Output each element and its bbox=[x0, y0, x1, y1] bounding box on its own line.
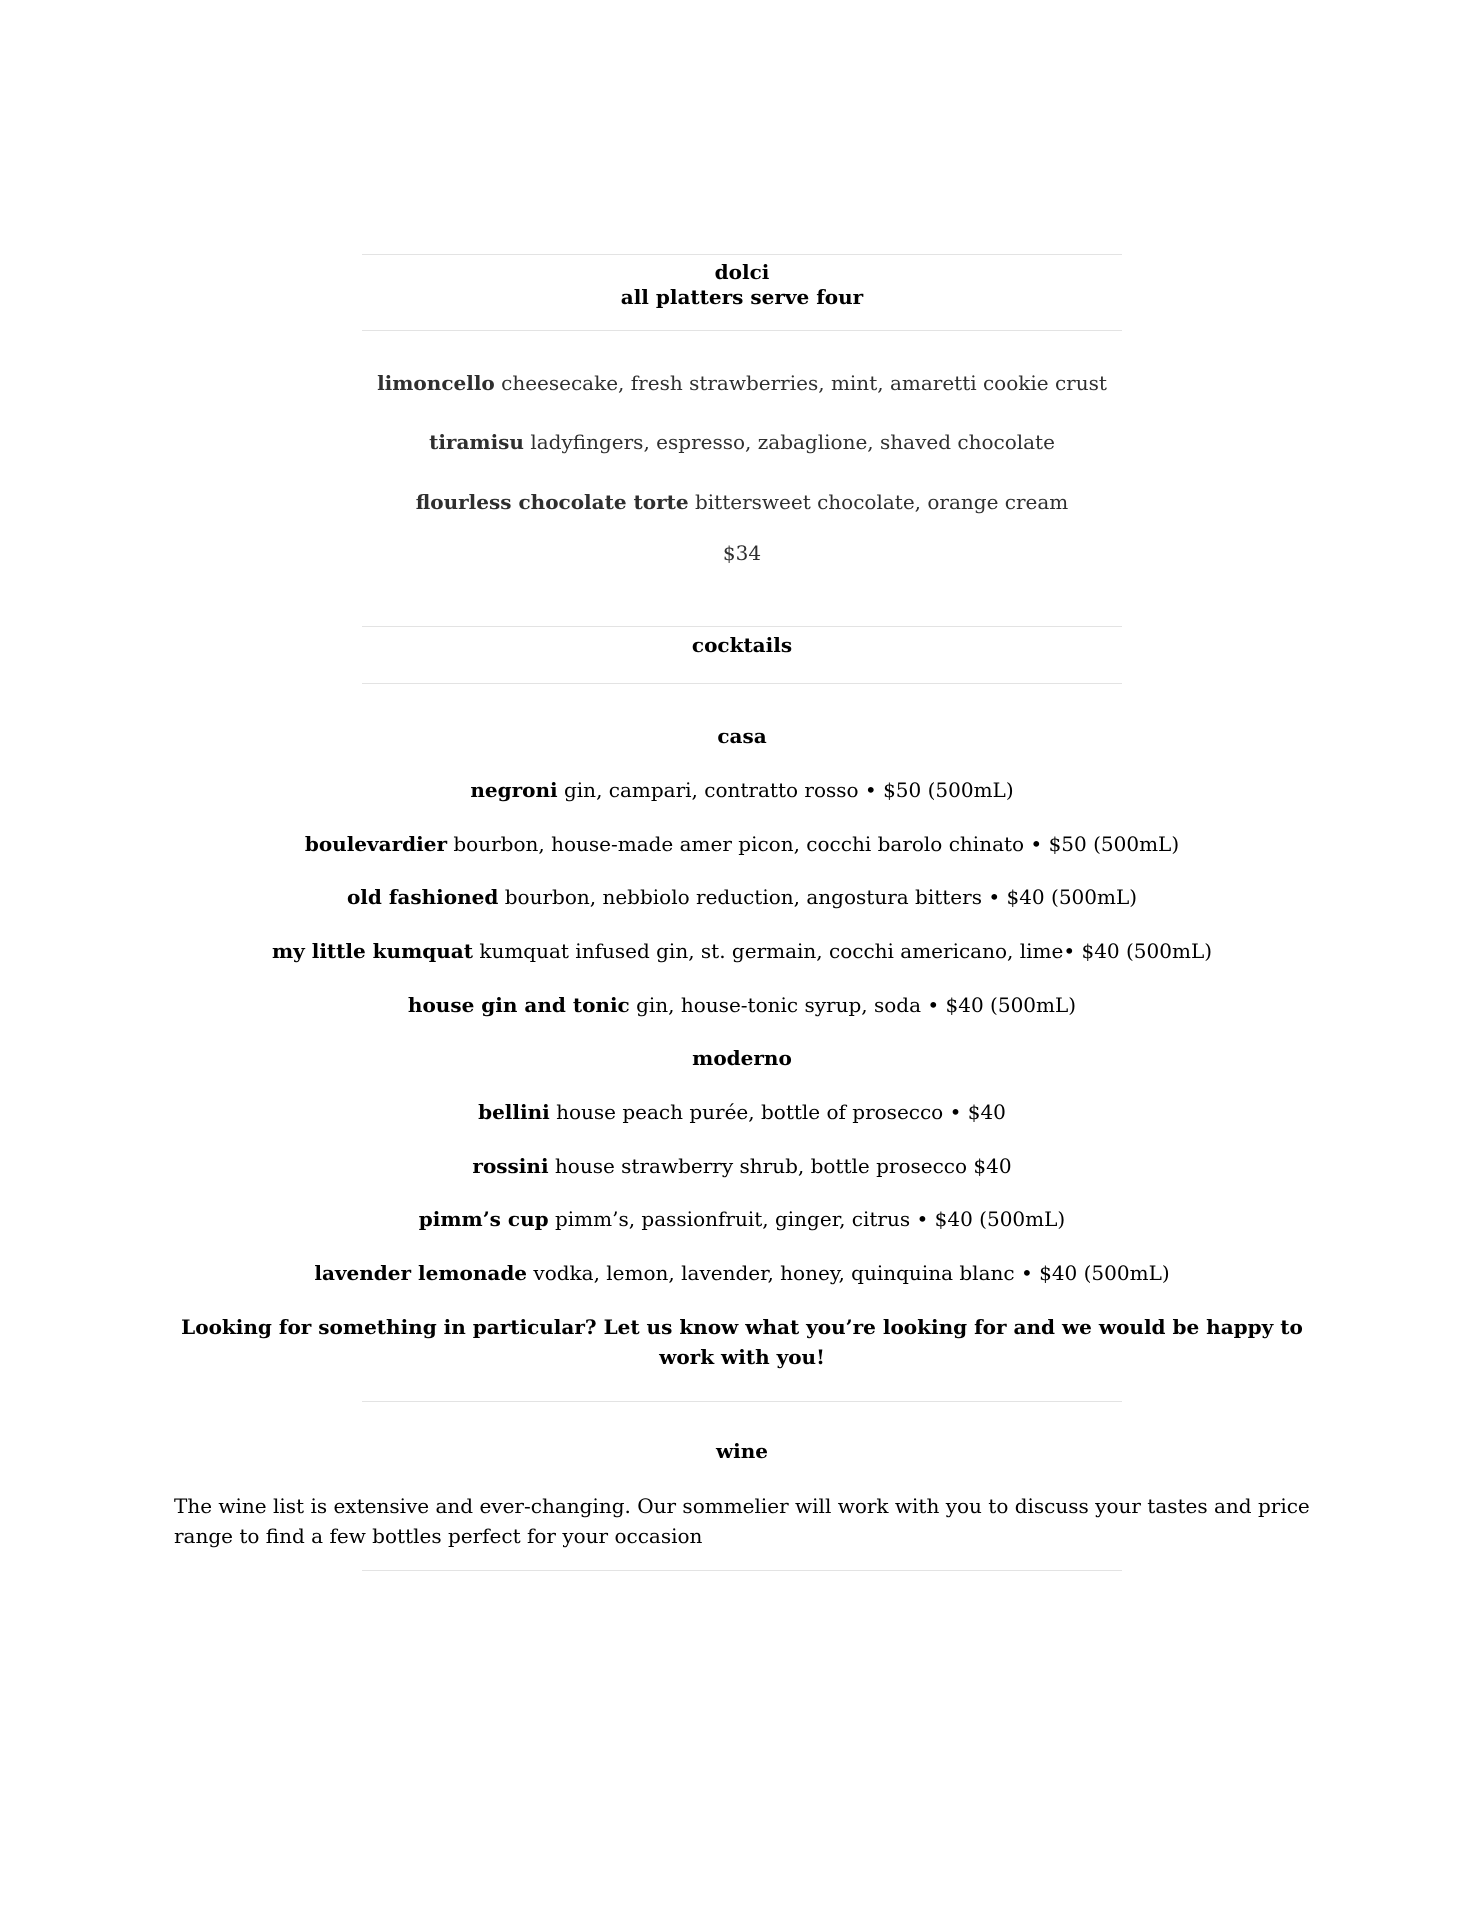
item-name: house gin and tonic bbox=[407, 993, 630, 1017]
dolci-price: $34 bbox=[722, 541, 762, 565]
wine-title: wine bbox=[715, 1439, 769, 1463]
dolci-title: dolci bbox=[714, 260, 770, 284]
wine-description: The wine list is extensive and ever-changing. Our sommelier will work with you to discuss your tastes and price range to find a few bottles perfect for your occasion bbox=[174, 1494, 1310, 1548]
cocktails-title: cocktails bbox=[691, 633, 793, 657]
menu-item bbox=[0, 778, 1484, 802]
menu-item bbox=[0, 1154, 1484, 1178]
menu-item bbox=[0, 490, 1484, 514]
item-description: gin, campari, contratto rosso • $50 (500mL) bbox=[557, 778, 1014, 802]
item-description: ladyfingers, espresso, zabaglione, shaved chocolate bbox=[523, 430, 1055, 454]
item-name: boulevardier bbox=[304, 832, 447, 856]
item-name: negroni bbox=[470, 778, 558, 802]
item-description: gin, house-tonic syrup, soda • $40 (500mL) bbox=[629, 993, 1077, 1017]
item-name: pimm’s cup bbox=[418, 1207, 549, 1231]
dolci-subtitle: all platters serve four bbox=[620, 285, 864, 309]
menu-item bbox=[0, 993, 1484, 1017]
item-name: rossini bbox=[472, 1154, 549, 1178]
menu-item bbox=[0, 939, 1484, 963]
menu-item bbox=[0, 371, 1484, 395]
menu-item bbox=[0, 430, 1484, 454]
item-name: tiramisu bbox=[429, 430, 524, 454]
divider bbox=[362, 1401, 1122, 1402]
moderno-heading: moderno bbox=[692, 1046, 792, 1070]
item-name: flourless chocolate torte bbox=[415, 490, 689, 514]
item-description: bourbon, nebbiolo reduction, angostura bitters • $40 (500mL) bbox=[498, 885, 1138, 909]
item-name: lavender lemonade bbox=[314, 1261, 528, 1285]
item-name: bellini bbox=[478, 1100, 550, 1124]
item-description: bittersweet chocolate, orange cream bbox=[688, 490, 1069, 514]
divider bbox=[362, 683, 1122, 684]
divider bbox=[362, 1570, 1122, 1571]
divider bbox=[362, 330, 1122, 331]
menu-item bbox=[0, 1207, 1484, 1231]
casa-heading: casa bbox=[717, 724, 767, 748]
menu-item bbox=[0, 1100, 1484, 1124]
item-description: vodka, lemon, lavender, honey, quinquina blanc • $40 (500mL) bbox=[527, 1261, 1170, 1285]
item-description: pimm’s, passionfruit, ginger, citrus • $40 (500mL) bbox=[548, 1207, 1066, 1231]
menu-item bbox=[0, 885, 1484, 909]
item-name: old fashioned bbox=[346, 885, 499, 909]
divider bbox=[362, 626, 1122, 627]
item-description: cheesecake, fresh strawberries, mint, amaretti cookie crust bbox=[494, 371, 1107, 395]
item-name: limoncello bbox=[377, 371, 495, 395]
custom-request-note: Looking for something in particular? Let us know what you’re looking for and we would be happy to work with you! bbox=[181, 1315, 1303, 1369]
menu-item bbox=[0, 832, 1484, 856]
item-name: my little kumquat bbox=[271, 939, 473, 963]
menu-item bbox=[0, 1261, 1484, 1285]
item-description: kumquat infused gin, st. germain, cocchi americano, lime• $40 (500mL) bbox=[472, 939, 1213, 963]
item-description: house strawberry shrub, bottle prosecco $40 bbox=[548, 1154, 1012, 1178]
item-description: house peach purée, bottle of prosecco • $40 bbox=[549, 1100, 1006, 1124]
divider bbox=[362, 254, 1122, 255]
item-description: bourbon, house-made amer picon, cocchi barolo chinato • $50 (500mL) bbox=[447, 832, 1180, 856]
